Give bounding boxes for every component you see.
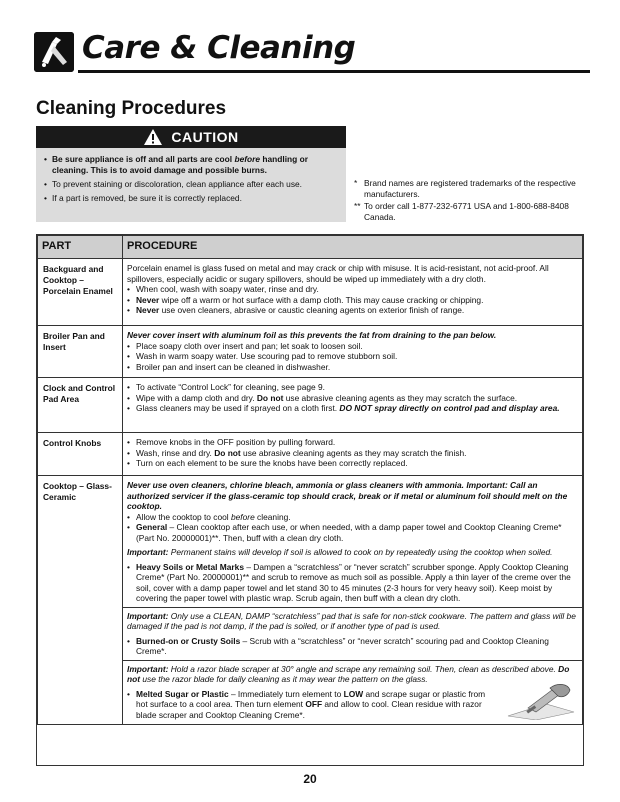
part-cell: Broiler Pan and Insert (38, 326, 123, 378)
column-header-procedure: PROCEDURE (123, 236, 583, 259)
page-number: 20 (303, 772, 317, 786)
procedure-cell: Never use oven cleaners, chlorine bleach, ammonia or glass cleaners with ammonia. Important: Call an authorized servicer if the glass-ceramic top should crack, break or if metal or aluminum foil should melt on the cooktop. • Allow the cooktop to cool before cleaning. • General – Clean cooktop after each use, or when needed, with a damp paper towel and Cooktop Cleaning Creme* (Part No. 20000001)**. Then, buff with a clean dry cloth. Important: Permanent stains will develop if soil is allowed to cook on by repeatedly using the cooktop when soiled. • Heavy Soils or Metal Marks – Dampen a “scratchless” or “never scratch” scrubber sponge. Apply Cooktop Cleaning Creme* (Part No. 20000001)** and scrub to remove as much soil as possible. Apply a thin layer of the creme over the soil, cover with a damp paper towel and let stand 30 to 45 minutes (2-3 hours for very heavy soil). Keep moist by covering the paper towel with plastic wrap. Scrub again, then buff with a clean dry cloth. Important: Only use a CLEAN, DAMP “scratchless” pad that is safe for non-stick cookware. The pattern and glass will be damaged if the pad is not damp, if the pad is soiled, or if another type of pad is used. • Burned-on or Crusty Soils – Scrub with a “scratchless” or “never scratch” scouring pad and Cooktop Cleaning Creme*. Important: Hold a razor blade scraper at 30° angle and scrape any remaining soil. Then, clean as described above. Do not use the razor blade for daily cleaning as it may wear the pattern on the glass. • Melted Sugar or Plastic – Immediately turn element to LOW and scrape sugar or plastic from hot surface to a cool area. Then turn element OFF and allow to cool. Clean residue with razor blade scraper and Cooktop Cleaning Creme*. (123, 476, 583, 725)
table-row (38, 378, 583, 433)
part-cell: Clock and Control Pad Area (38, 378, 123, 433)
section-title: Cleaning Procedures (36, 98, 227, 119)
caution-item: • To prevent staining or discoloration, clean appliance after each use. (44, 179, 338, 190)
table-row (38, 259, 583, 326)
part-cell: Backguard and Cooktop – Porcelain Enamel (38, 259, 123, 326)
part-cell: Control Knobs (38, 433, 123, 476)
table-header-row (38, 236, 583, 259)
cleaning-table (36, 234, 584, 766)
footnote-trademark: * Brand names are registered trademarks of the respective manufacturers. (354, 178, 576, 199)
scraper-illustration (506, 678, 576, 720)
procedure-cell: • To activate “Control Lock” for cleaning, see page 9. • Wipe with a damp cloth and dry. Do not use abrasive cleaning agents as they may scratch the surface. • Glass cleaners may be used if sprayed on a cloth first. DO NOT spray directly on control pad and display area. (123, 378, 583, 433)
column-header-part: PART (38, 236, 123, 259)
procedure-cell: Porcelain enamel is glass fused on metal and may crack or chip with misuse. It is acid-resistant, not acid-proof. All spillovers, especially acidic or sugary spillovers, should be wiped up immediately with a dry cloth. • When cool, wash with soapy water, rinse and dry. • Never wipe off a warm or hot surface with a damp cloth. This may cause cracking or chipping. • Never use oven cleaners, abrasive or caustic cleaning agents on exterior finish of range. (123, 259, 583, 326)
caution-title: CAUTION (171, 129, 239, 145)
table-row (38, 326, 583, 378)
caution-box (36, 126, 346, 222)
procedure-cell: Never cover insert with aluminum foil as this prevents the fat from draining to the pan below. • Place soapy cloth over insert and pan; let soak to loosen soil. • Wash in warm soapy water. Use scouring pad to remove stubborn soil. • Broiler pan and insert can be cleaned in dishwasher. (123, 326, 583, 378)
procedure-cell: • Remove knobs in the OFF position by pulling forward. • Wash, rinse and dry. Do not use abrasive cleaning agents as they may scratch the finish. • Turn on each element to be sure the knobs have been correctly replaced. (123, 433, 583, 476)
caution-header (36, 126, 346, 148)
footnote-order: ** To order call 1-877-232-6771 USA and 1-800-688-8408 Canada. (354, 201, 569, 222)
warning-icon (143, 128, 163, 146)
row-divider (123, 607, 582, 608)
table-row (38, 476, 583, 725)
cleaning-spray-icon (34, 32, 74, 72)
caution-list (36, 148, 346, 204)
caution-item: • If a part is removed, be sure it is correctly replaced. (44, 193, 338, 204)
footnotes (354, 178, 584, 223)
page-header (34, 32, 590, 76)
table-row (38, 433, 583, 476)
row-divider (123, 660, 582, 661)
header-rule (78, 70, 590, 73)
page-title: Care & Cleaning (82, 30, 356, 66)
caution-item: • Be sure appliance is off and all parts are cool before handling or cleaning. This is to avoid damage and possible burns. (44, 154, 338, 176)
part-cell: Cooktop – Glass-Ceramic (38, 476, 123, 725)
